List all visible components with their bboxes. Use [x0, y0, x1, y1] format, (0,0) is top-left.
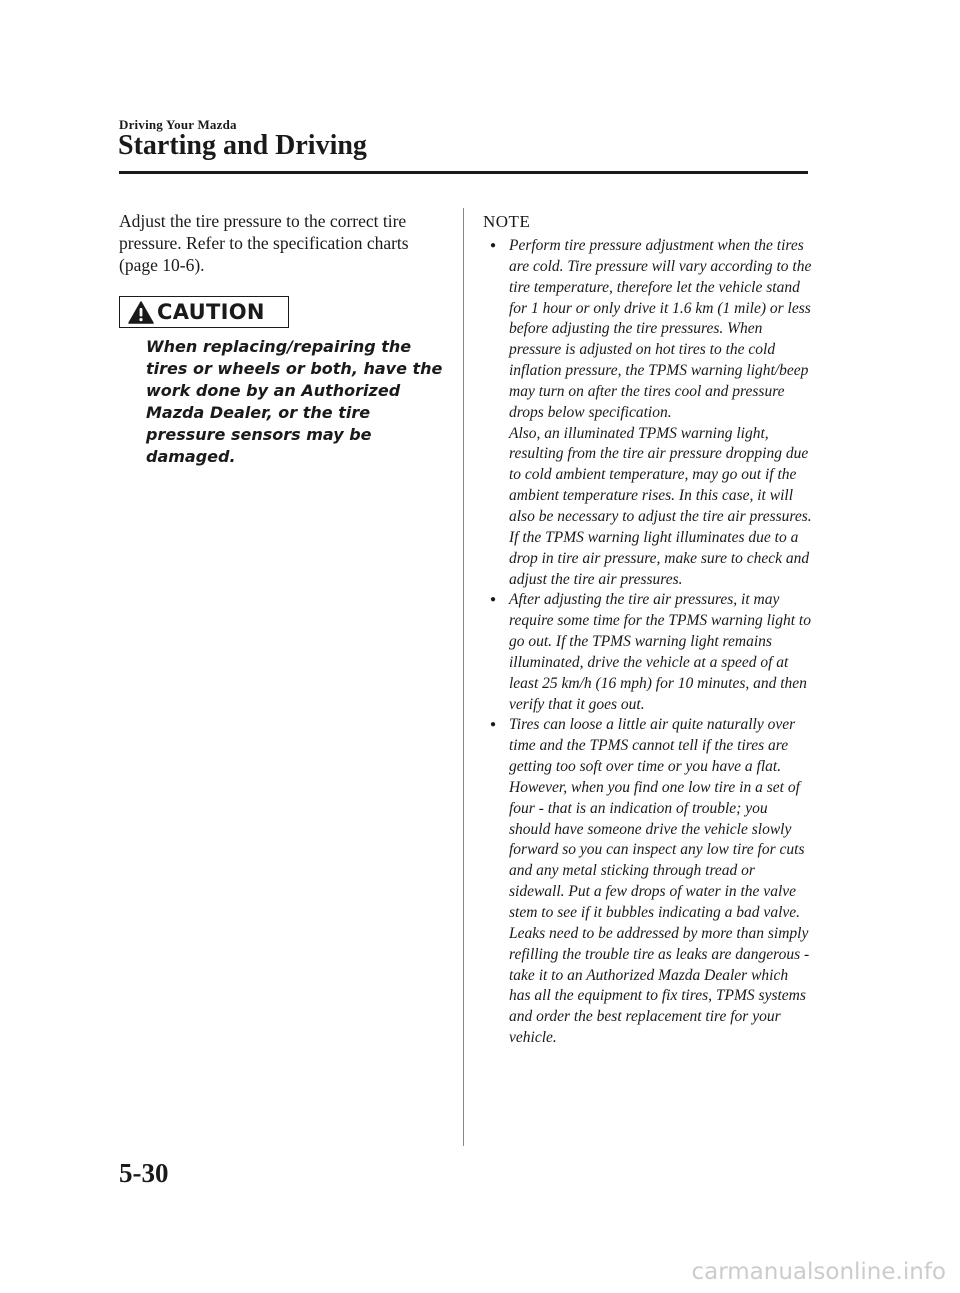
- note-item: [487, 236, 812, 590]
- note-item-text: After adjusting the tire air pressures, it may require some time for the TPMS warning light to go out. If the TPMS warning light remains illuminated, drive the vehicle at a speed of at least 25 km/h (16 mph) for 10 minutes, and then verify that it goes out.: [509, 591, 811, 713]
- watermark: carmanualsonline.info: [691, 1259, 946, 1285]
- caution-text: When replacing/repairing the tires or wheels or both, have the work done by an Authorized Mazda Dealer, or the tire pressure sensors may be damaged.: [146, 337, 443, 466]
- page-number: 5-30: [119, 1158, 169, 1188]
- warning-triangle-icon: [128, 301, 154, 324]
- header-rule: [119, 171, 808, 174]
- note-item-text: Tires can loose a little air quite naturally over time and the TPMS cannot tell if the tires are getting too soft over time or you have a flat. However, when you find one low tire in a set of four - that is an indication of trouble; you should have someone drive the vehicle slowly forward so you can inspect any low tire for cuts and any metal sticking through tread or sidewall. Put a few drops of water in the valve stem to see if it bubbles indicating a bad valve. Leaks need to be addressed by more than simply refilling the trouble tire as leaks are dangerous - take it to an Authorized Mazda Dealer which has all the equipment to fix tires, TPMS systems and order the best replacement tire for your vehicle.: [509, 716, 810, 1047]
- caution-label: CAUTION: [157, 300, 265, 324]
- note-title: NOTE: [483, 212, 531, 231]
- caution-header: [119, 296, 289, 328]
- bullet-dot-icon: ●: [490, 594, 497, 606]
- note-list: [487, 236, 812, 1049]
- chapter-title: Starting and Driving: [118, 130, 367, 161]
- intro-paragraph: Adjust the tire pressure to the correct tire pressure. Refer to the specification charts (page 10-6).: [119, 211, 409, 275]
- note-item-text-continued: Also, an illuminated TPMS warning light, resulting from the tire air pressure dropping due to cold ambient temperature, may go out if the ambient temperature rises. In this case, it will also be necessary to adjust the tire air pressures. If the TPMS warning light illuminates due to a drop in tire air pressure, make sure to check and adjust the tire air pressures.: [509, 424, 812, 588]
- left-column: [119, 210, 444, 276]
- bullet-dot-icon: ●: [490, 240, 497, 251]
- note-item-text: Perform tire pressure adjustment when the tires are cold. Tire pressure will vary according to the tire temperature, therefore let the vehicle stand for 1 hour or only drive it 1.6 km (1 mile) or less before adjusting the tire pressures. When pressure is adjusted on hot tires to the cold inflation pressure, the TPMS warning light/beep may turn on after the tires cool and pressure drops below specification.: [509, 237, 812, 421]
- note-item: [487, 715, 812, 1049]
- note-item: [487, 590, 812, 715]
- column-divider: [463, 208, 464, 1146]
- bullet-dot-icon: ●: [490, 719, 497, 731]
- section-label: Driving Your Mazda: [119, 117, 237, 132]
